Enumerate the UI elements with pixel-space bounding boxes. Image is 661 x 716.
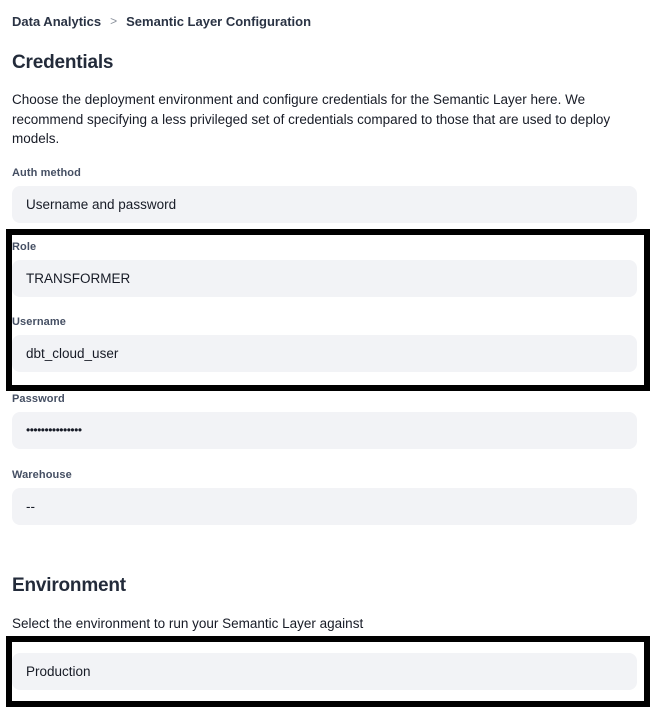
environment-description: Select the environment to run your Semantic Layer against — [12, 615, 364, 631]
role-label: Role — [12, 240, 37, 253]
breadcrumb-current-page: Semantic Layer Configuration — [126, 14, 312, 29]
credentials-section — [12, 52, 637, 525]
username-field-group — [12, 316, 637, 372]
warehouse-label: Warehouse — [12, 468, 72, 481]
annotation-box-role-username — [6, 229, 650, 391]
role-field-group — [12, 241, 637, 297]
breadcrumb — [12, 14, 637, 29]
warehouse-field-group — [12, 469, 637, 525]
role-input[interactable] — [12, 260, 637, 297]
password-input[interactable] — [12, 412, 637, 449]
warehouse-input[interactable] — [12, 488, 637, 525]
password-field-group — [12, 393, 637, 449]
annotation-box-environment — [6, 636, 650, 707]
auth-method-label: Auth method — [12, 166, 81, 179]
environment-select[interactable] — [12, 653, 637, 690]
username-input[interactable] — [12, 335, 637, 372]
environment-section — [12, 575, 637, 708]
auth-method-field-group — [12, 167, 637, 223]
password-label: Password — [12, 392, 65, 405]
credentials-description: Choose the deployment environment and configure credentials for the Semantic Layer here. We recommend specifying a less privileged set of credentials compared to those that are used to deploy models. — [12, 92, 611, 147]
environment-section-title: Environment — [12, 574, 126, 596]
breadcrumb-item-data-analytics[interactable]: Data Analytics — [12, 14, 102, 29]
username-label: Username — [12, 315, 66, 328]
chevron-right-icon: > — [110, 13, 118, 28]
credentials-section-title: Credentials — [12, 52, 114, 73]
auth-method-input[interactable] — [12, 186, 637, 223]
